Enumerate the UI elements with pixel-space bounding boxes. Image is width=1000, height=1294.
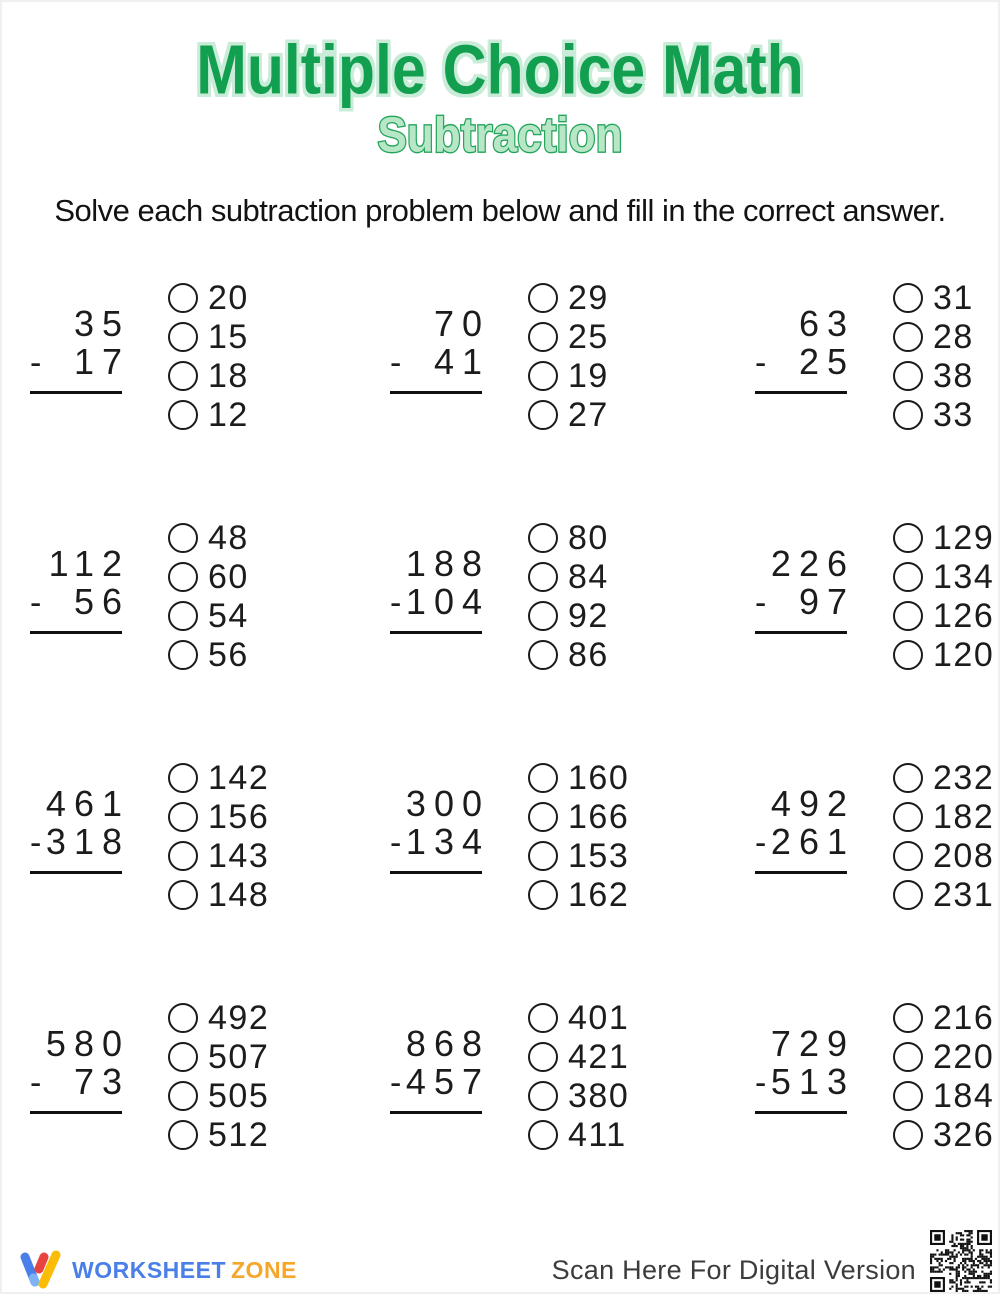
minuend: 112 [48, 543, 130, 584]
options-list [528, 999, 630, 1163]
answer-radio[interactable] [893, 1003, 923, 1033]
answer-radio[interactable] [893, 322, 923, 352]
answer-radio[interactable] [528, 841, 558, 871]
option-row [168, 519, 249, 557]
problem-cell [390, 279, 755, 443]
answer-radio[interactable] [893, 523, 923, 553]
option-row [168, 876, 270, 914]
option-label: 421 [568, 1038, 630, 1076]
page-title: Multiple Choice Math [196, 31, 804, 110]
option-row [893, 1116, 995, 1154]
option-row [168, 357, 249, 395]
option-label: 33 [933, 396, 974, 434]
option-label: 28 [933, 318, 974, 356]
option-row [528, 636, 609, 674]
answer-radio[interactable] [168, 763, 198, 793]
option-label: 216 [933, 999, 995, 1037]
subtraction-bottom-row [390, 581, 490, 622]
option-row [528, 597, 609, 635]
option-row [893, 837, 995, 875]
subtraction-block [30, 783, 130, 874]
option-row [168, 798, 270, 836]
option-row [528, 1077, 630, 1115]
answer-radio[interactable] [528, 640, 558, 670]
answer-radio[interactable] [893, 802, 923, 832]
option-label: 492 [208, 999, 270, 1037]
option-label: 153 [568, 837, 630, 875]
subtraction-block [30, 1023, 130, 1114]
option-row [168, 999, 270, 1037]
answer-radio[interactable] [528, 1042, 558, 1072]
subtrahend: 73 [73, 1061, 130, 1102]
answer-radio[interactable] [528, 802, 558, 832]
brand-logo [18, 1248, 297, 1292]
minus-sign: - [755, 584, 767, 622]
option-row [528, 1116, 629, 1154]
minus-sign: - [755, 344, 767, 382]
option-label: 25 [568, 318, 609, 356]
subtrahend: 25 [798, 341, 855, 382]
answer-radio[interactable] [893, 1042, 923, 1072]
subtraction-block [755, 543, 855, 634]
answer-radio[interactable] [168, 1042, 198, 1072]
option-label: 18 [208, 357, 249, 395]
worksheetzone-w-icon [18, 1248, 64, 1292]
minuend: 63 [798, 303, 855, 344]
option-label: 60 [208, 558, 249, 596]
subtraction-bottom-row [30, 341, 130, 382]
option-label: 19 [568, 357, 609, 395]
option-row [528, 999, 630, 1037]
option-label: 29 [568, 279, 609, 317]
option-label: 129 [933, 519, 995, 557]
answer-radio[interactable] [168, 1003, 198, 1033]
option-label: 27 [568, 396, 609, 434]
subtraction-block [755, 783, 855, 874]
answer-radio[interactable] [168, 802, 198, 832]
subtraction-bottom-row [755, 821, 855, 862]
option-row [528, 519, 609, 557]
subtraction-bottom-row [755, 581, 855, 622]
options-list [893, 999, 995, 1163]
option-row [893, 636, 995, 674]
option-label: 56 [208, 636, 249, 674]
option-label: 54 [208, 597, 249, 635]
answer-radio[interactable] [893, 1120, 923, 1150]
options-list [893, 519, 995, 683]
option-label: 507 [208, 1038, 270, 1076]
minuend: 461 [45, 783, 130, 824]
subtrahend: 134 [405, 821, 490, 862]
option-row [528, 759, 630, 797]
option-label: 505 [208, 1077, 270, 1115]
answer-radio[interactable] [528, 601, 558, 631]
minuend: 492 [770, 783, 855, 824]
option-label: 143 [208, 837, 270, 875]
option-label: 86 [568, 636, 609, 674]
qr-code [930, 1230, 992, 1292]
page-subtitle: Subtraction [377, 106, 623, 163]
answer-radio[interactable] [893, 880, 923, 910]
minus-sign: - [755, 824, 767, 862]
option-row [168, 396, 249, 434]
minus-sign: - [30, 344, 42, 382]
problem-cell [755, 999, 1000, 1163]
answer-radio[interactable] [528, 562, 558, 592]
answer-radio[interactable] [893, 562, 923, 592]
option-label: 20 [208, 279, 249, 317]
option-label: 182 [933, 798, 995, 836]
answer-radio[interactable] [893, 1081, 923, 1111]
minus-sign: - [390, 1064, 402, 1102]
instruction-text: Solve each subtraction problem below and fill in the correct answer. [54, 193, 946, 228]
option-row [893, 357, 974, 395]
brand-name-worksheet: WORKSHEET [72, 1256, 226, 1283]
problem-cell [755, 279, 1000, 443]
minuend: 35 [73, 303, 130, 344]
subtraction-bottom-row [390, 1061, 490, 1102]
subtraction-block [30, 543, 130, 634]
option-label: 326 [933, 1116, 995, 1154]
subtraction-block [755, 1023, 855, 1114]
answer-radio[interactable] [168, 322, 198, 352]
option-row [528, 798, 630, 836]
subtrahend: 97 [798, 581, 855, 622]
option-label: 208 [933, 837, 995, 875]
subtraction-bottom-row [30, 581, 130, 622]
option-row [168, 597, 249, 635]
answer-radio[interactable] [893, 763, 923, 793]
options-list [528, 519, 609, 683]
options-list [528, 759, 630, 923]
subtrahend: 17 [73, 341, 130, 382]
subtrahend: 56 [73, 581, 130, 622]
subtrahend: 318 [45, 821, 130, 862]
option-label: 92 [568, 597, 609, 635]
option-label: 142 [208, 759, 270, 797]
option-label: 80 [568, 519, 609, 557]
subtrahend: 41 [433, 341, 490, 382]
option-row [528, 279, 609, 317]
answer-radio[interactable] [528, 763, 558, 793]
option-row [168, 636, 249, 674]
subtraction-block [390, 783, 490, 874]
subtraction-block [30, 303, 130, 394]
subtraction-block [390, 303, 490, 394]
option-row [893, 597, 995, 635]
answer-radio[interactable] [893, 640, 923, 670]
answer-radio[interactable] [528, 880, 558, 910]
problem-cell [390, 999, 755, 1163]
answer-radio[interactable] [528, 1120, 558, 1150]
worksheet-header [0, 0, 1000, 163]
option-label: 15 [208, 318, 249, 356]
option-row [893, 999, 995, 1037]
option-label: 148 [208, 876, 270, 914]
subtraction-bottom-row [30, 821, 130, 862]
problem-cell [755, 759, 1000, 923]
subtraction-block [390, 543, 490, 634]
brand-name-zone: ZONE [231, 1256, 297, 1283]
option-label: 162 [568, 876, 630, 914]
minus-sign: - [755, 1064, 767, 1102]
answer-radio[interactable] [528, 523, 558, 553]
options-list [168, 759, 270, 923]
option-row [893, 558, 995, 596]
subtrahend: 104 [405, 581, 490, 622]
minus-sign: - [30, 1064, 42, 1102]
option-row [168, 558, 249, 596]
answer-radio[interactable] [893, 601, 923, 631]
options-list [528, 279, 609, 443]
option-label: 512 [208, 1116, 270, 1154]
option-label: 166 [568, 798, 630, 836]
option-label: 380 [568, 1077, 630, 1115]
scan-area [552, 1230, 992, 1292]
option-label: 231 [933, 876, 995, 914]
option-label: 134 [933, 558, 995, 596]
option-row [893, 396, 974, 434]
answer-radio[interactable] [528, 361, 558, 391]
answer-radio[interactable] [168, 562, 198, 592]
answer-radio[interactable] [893, 841, 923, 871]
subtraction-bottom-row [755, 1061, 855, 1102]
option-row [528, 876, 630, 914]
option-label: 411 [568, 1116, 627, 1154]
minuend: 580 [45, 1023, 130, 1064]
subtraction-bottom-row [390, 341, 490, 382]
minus-sign: - [390, 584, 402, 622]
answer-radio[interactable] [528, 322, 558, 352]
minuend: 188 [405, 543, 490, 584]
answer-radio[interactable] [168, 880, 198, 910]
options-list [893, 279, 974, 443]
answer-radio[interactable] [893, 283, 923, 313]
answer-radio[interactable] [168, 400, 198, 430]
answer-radio[interactable] [893, 361, 923, 391]
option-row [893, 279, 974, 317]
minuend: 729 [770, 1023, 855, 1064]
option-row [168, 837, 270, 875]
option-row [893, 318, 974, 356]
option-label: 38 [933, 357, 974, 395]
options-list [893, 759, 995, 923]
option-row [528, 318, 609, 356]
option-row [168, 1077, 270, 1115]
answer-radio[interactable] [528, 1081, 558, 1111]
option-row [528, 837, 630, 875]
option-row [528, 396, 609, 434]
option-label: 156 [208, 798, 270, 836]
option-row [168, 759, 270, 797]
problem-cell [30, 759, 390, 923]
option-row [168, 279, 249, 317]
minuend: 226 [770, 543, 855, 584]
subtrahend: 513 [770, 1061, 855, 1102]
answer-radio[interactable] [528, 1003, 558, 1033]
answer-radio[interactable] [168, 523, 198, 553]
option-row [893, 519, 995, 557]
options-list [168, 519, 249, 683]
option-label: 31 [933, 279, 974, 317]
answer-radio[interactable] [168, 640, 198, 670]
option-row [893, 1038, 995, 1076]
option-label: 126 [933, 597, 995, 635]
problem-cell [30, 279, 390, 443]
answer-radio[interactable] [168, 841, 198, 871]
subtraction-block [390, 1023, 490, 1114]
option-row [528, 1038, 630, 1076]
answer-radio[interactable] [168, 361, 198, 391]
problem-cell [390, 519, 755, 683]
option-label: 12 [208, 396, 249, 434]
answer-radio[interactable] [168, 283, 198, 313]
subtrahend: 457 [405, 1061, 490, 1102]
subtraction-bottom-row [30, 1061, 130, 1102]
option-row [168, 318, 249, 356]
minuend: 70 [433, 303, 490, 344]
subtraction-block [755, 303, 855, 394]
answer-radio[interactable] [168, 1081, 198, 1111]
option-label: 84 [568, 558, 609, 596]
subtraction-bottom-row [755, 341, 855, 382]
option-row [528, 357, 609, 395]
answer-radio[interactable] [168, 1120, 198, 1150]
minus-sign: - [390, 824, 402, 862]
minus-sign: - [30, 824, 42, 862]
option-label: 232 [933, 759, 995, 797]
answer-radio[interactable] [528, 283, 558, 313]
minuend: 300 [405, 783, 490, 824]
options-list [168, 279, 249, 443]
scan-here-text: Scan Here For Digital Version [551, 1255, 916, 1285]
problem-cell [755, 519, 1000, 683]
problem-cell [390, 759, 755, 923]
option-row [893, 1077, 995, 1115]
minus-sign: - [390, 344, 402, 382]
option-row [893, 759, 995, 797]
option-row [893, 876, 995, 914]
answer-radio[interactable] [168, 601, 198, 631]
option-row [168, 1038, 270, 1076]
problem-cell [30, 999, 390, 1163]
answer-radio[interactable] [528, 400, 558, 430]
minuend: 868 [405, 1023, 490, 1064]
problems-grid [0, 279, 1000, 1163]
option-row [893, 798, 995, 836]
footer [0, 1228, 1000, 1294]
option-label: 48 [208, 519, 249, 557]
options-list [168, 999, 270, 1163]
subtraction-bottom-row [390, 821, 490, 862]
option-row [168, 1116, 270, 1154]
option-label: 184 [933, 1077, 995, 1115]
option-label: 160 [568, 759, 630, 797]
option-label: 120 [933, 636, 995, 674]
option-row [528, 558, 609, 596]
answer-radio[interactable] [893, 400, 923, 430]
subtrahend: 261 [770, 821, 855, 862]
option-label: 401 [568, 999, 630, 1037]
problem-cell [30, 519, 390, 683]
minus-sign: - [30, 584, 42, 622]
option-label: 220 [933, 1038, 995, 1076]
